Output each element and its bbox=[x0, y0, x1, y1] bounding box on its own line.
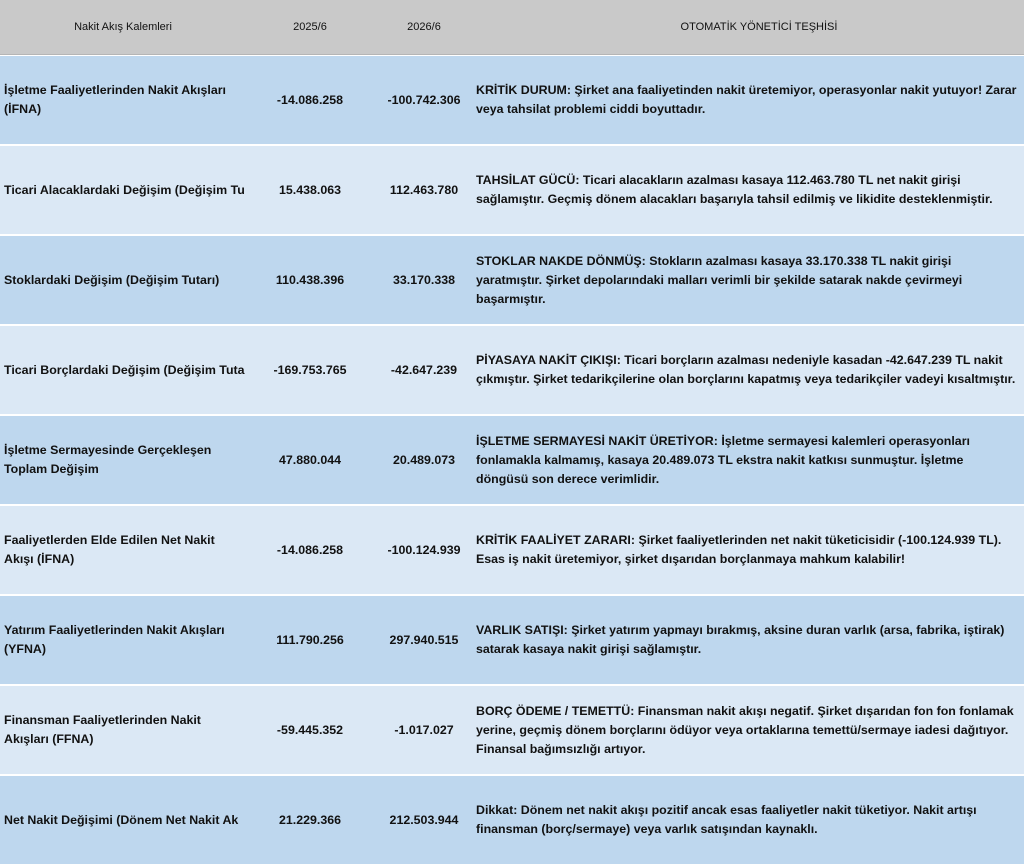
row-value-2025: -59.445.352 bbox=[246, 685, 374, 775]
row-value-2026: -42.647.239 bbox=[374, 325, 474, 415]
header-row bbox=[0, 0, 1024, 55]
table-row bbox=[0, 235, 1024, 325]
row-value-2025: 110.438.396 bbox=[246, 235, 374, 325]
table-row bbox=[0, 415, 1024, 505]
row-value-2026: 112.463.780 bbox=[374, 145, 474, 235]
row-value-2025: -14.086.258 bbox=[246, 505, 374, 595]
row-diagnosis: PİYASAYA NAKİT ÇIKIŞI: Ticari borçların azalması nedeniyle kasadan -42.647.239 TL nakit çıkmıştır. Şirket tedarikçilerine olan borçlarını kapatmış veya tedarikçiler vadeyi kısaltmıştır. bbox=[474, 325, 1024, 415]
row-name: İşletme Sermayesinde Gerçekleşen Toplam Değişim bbox=[0, 415, 246, 505]
row-diagnosis: VARLIK SATIŞI: Şirket yatırım yapmayı bırakmış, aksine duran varlık (arsa, fabrika, iştirak) satarak kasaya nakit girişi sağlamıştır. bbox=[474, 595, 1024, 685]
row-name: Stoklardaki Değişim (Değişim Tutarı) bbox=[0, 235, 246, 325]
row-name: Ticari Borçlardaki Değişim (Değişim Tuta bbox=[0, 325, 246, 415]
row-name: Finansman Faaliyetlerinden Nakit Akışları (FFNA) bbox=[0, 685, 246, 775]
row-value-2026: 33.170.338 bbox=[374, 235, 474, 325]
row-value-2025: -14.086.258 bbox=[246, 55, 374, 145]
row-value-2025: 47.880.044 bbox=[246, 415, 374, 505]
row-name: Net Nakit Değişimi (Dönem Net Nakit Ak bbox=[0, 775, 246, 865]
row-value-2026: 212.503.944 bbox=[374, 775, 474, 865]
row-diagnosis: İŞLETME SERMAYESİ NAKİT ÜRETİYOR: İşletme sermayesi kalemleri operasyonları fonlamakla kalmamış, kasaya 20.489.073 TL ekstra nakit katkısı sunmuştur. İşletme döngüsü son derece verimlidir. bbox=[474, 415, 1024, 505]
row-value-2025: 111.790.256 bbox=[246, 595, 374, 685]
table-row bbox=[0, 505, 1024, 595]
row-value-2025: -169.753.765 bbox=[246, 325, 374, 415]
header-2025: 2025/6 bbox=[246, 0, 374, 55]
row-name: Faaliyetlerden Elde Edilen Net Nakit Akışı (İFNA) bbox=[0, 505, 246, 595]
row-value-2026: -100.124.939 bbox=[374, 505, 474, 595]
row-value-2026: 297.940.515 bbox=[374, 595, 474, 685]
table-row bbox=[0, 685, 1024, 775]
row-diagnosis: Dikkat: Dönem net nakit akışı pozitif ancak esas faaliyetler nakit tüketiyor. Nakit artışı finansman (borç/sermaye) veya varlık satışından kaynaklı. bbox=[474, 775, 1024, 865]
table-row bbox=[0, 55, 1024, 145]
table-row bbox=[0, 325, 1024, 415]
table-row bbox=[0, 775, 1024, 865]
row-name: Yatırım Faaliyetlerinden Nakit Akışları (YFNA) bbox=[0, 595, 246, 685]
row-value-2026: -100.742.306 bbox=[374, 55, 474, 145]
row-value-2025: 21.229.366 bbox=[246, 775, 374, 865]
row-value-2025: 15.438.063 bbox=[246, 145, 374, 235]
table-row bbox=[0, 595, 1024, 685]
row-value-2026: -1.017.027 bbox=[374, 685, 474, 775]
row-diagnosis: KRİTİK FAALİYET ZARARI: Şirket faaliyetlerinden net nakit tüketicisidir (-100.124.939 TL). Esas iş nakit üretemiyor, şirket dışarıdan borçlanmaya mahkum kalabilir! bbox=[474, 505, 1024, 595]
row-diagnosis: BORÇ ÖDEME / TEMETTÜ: Finansman nakit akışı negatif. Şirket dışarıdan fon fon fonlamak yerine, geçmiş dönem borçlarını ödüyor veya ortaklarına temettü/sermaye iadesi dağıtıyor. Finansal bağımsızlığı artıyor. bbox=[474, 685, 1024, 775]
row-name: İşletme Faaliyetlerinden Nakit Akışları (İFNA) bbox=[0, 55, 246, 145]
row-value-2026: 20.489.073 bbox=[374, 415, 474, 505]
header-2026: 2026/6 bbox=[374, 0, 474, 55]
row-name: Ticari Alacaklardaki Değişim (Değişim Tu bbox=[0, 145, 246, 235]
row-diagnosis: KRİTİK DURUM: Şirket ana faaliyetinden nakit üretemiyor, operasyonlar nakit yutuyor! Zarar veya tahsilat problemi ciddi boyuttadır. bbox=[474, 55, 1024, 145]
row-diagnosis: STOKLAR NAKDE DÖNMÜŞ: Stokların azalması kasaya 33.170.338 TL nakit girişi yaratmıştır. Şirket depolarındaki malları verimli bir şekilde satarak nakde çevirmeyi başarmıştır. bbox=[474, 235, 1024, 325]
header-diagnosis: OTOMATİK YÖNETİCİ TEŞHİSİ bbox=[474, 0, 1024, 55]
row-diagnosis: TAHSİLAT GÜCÜ: Ticari alacakların azalması kasaya 112.463.780 TL net nakit girişi sağlamıştır. Geçmiş dönem alacakları başarıyla tahsil edilmiş ve likidite desteklenmiştir. bbox=[474, 145, 1024, 235]
header-item: Nakit Akış Kalemleri bbox=[0, 0, 246, 55]
table-row bbox=[0, 145, 1024, 235]
